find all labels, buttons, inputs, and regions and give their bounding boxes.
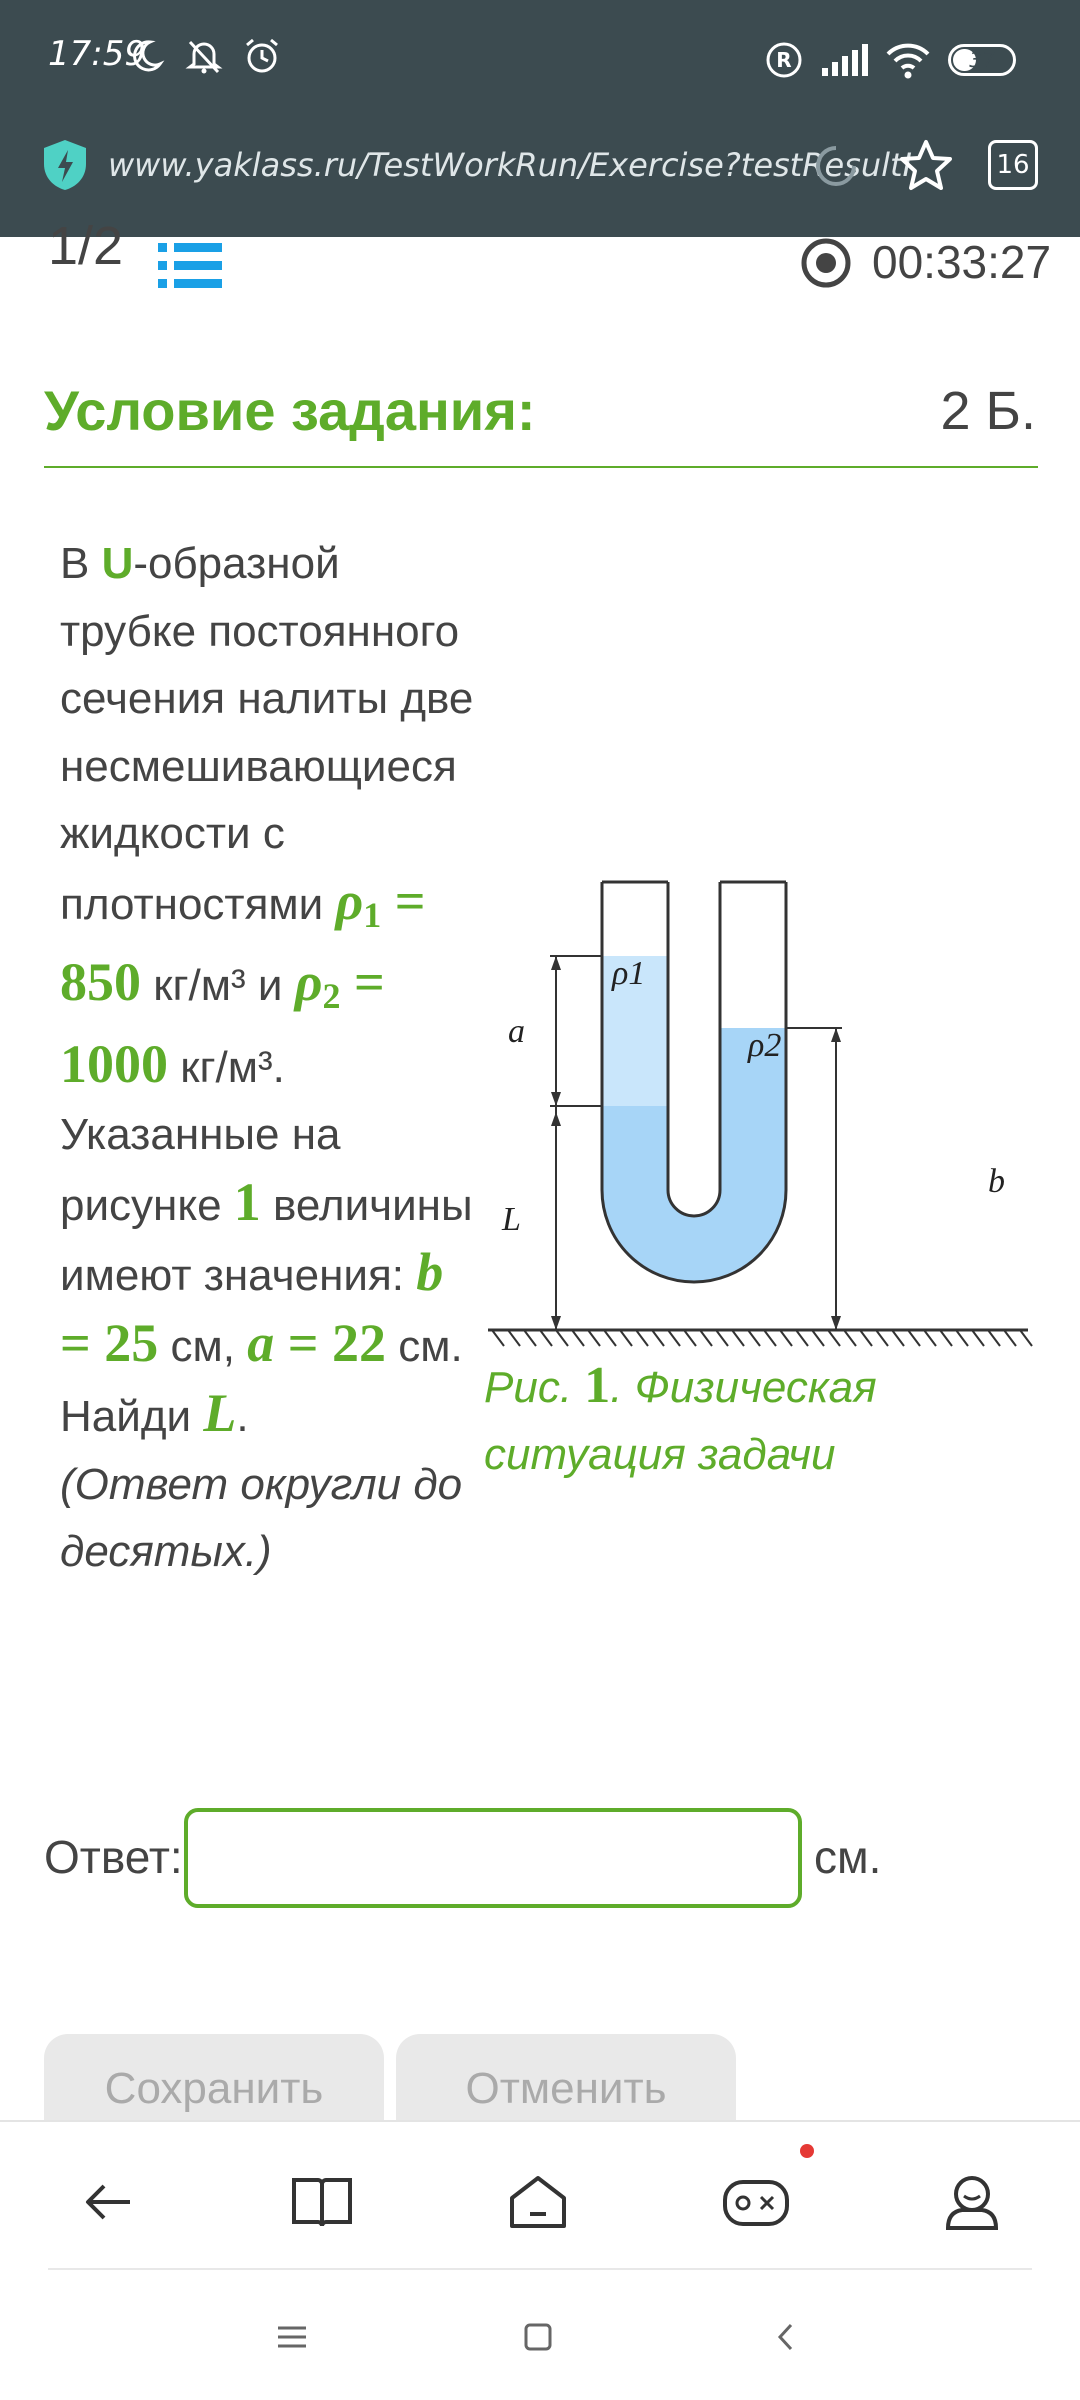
moon-icon — [124, 34, 168, 78]
u-letter: U — [101, 539, 134, 588]
rho1-formula: $\rho_1 = 850$ — [60, 870, 426, 1012]
bookmark-star-icon[interactable] — [896, 136, 956, 196]
a-formula: a = 22 — [247, 1312, 386, 1373]
test-header — [0, 216, 1080, 297]
hatch-line — [908, 1330, 920, 1346]
hatch-line — [972, 1330, 984, 1346]
status-time: 17:59 — [48, 34, 146, 74]
answer-label: Ответ: — [44, 1831, 183, 1883]
hatch-line — [492, 1330, 504, 1346]
rounding-note: (Ответ округли до десятых.) — [60, 1459, 463, 1576]
hatch-line — [780, 1330, 792, 1346]
hatch-line — [732, 1330, 744, 1346]
svg-text:R: R — [776, 48, 792, 72]
hatch-line — [940, 1330, 952, 1346]
book-icon[interactable] — [282, 2162, 362, 2242]
question-progress: 1/2 — [48, 216, 124, 276]
cancel-button[interactable]: Отменить — [396, 2034, 736, 2144]
label-a: a — [508, 1013, 525, 1050]
url-bar[interactable] — [0, 118, 1080, 218]
hatch-line — [844, 1330, 856, 1346]
shield-icon[interactable] — [40, 138, 90, 192]
hatch-line — [540, 1330, 552, 1346]
u-tube-diagram — [480, 860, 1040, 1360]
tube-inner — [668, 882, 720, 1216]
bottom-navigation — [0, 2120, 1080, 2270]
figure-caption — [484, 1352, 954, 1488]
hatch-line — [572, 1330, 584, 1346]
gamepad-icon[interactable] — [716, 2162, 796, 2242]
b-formula: b = 25 — [60, 1242, 444, 1373]
text-part: величины имеют значения: — [60, 1180, 473, 1300]
wifi-icon — [886, 38, 930, 82]
hatch-line — [860, 1330, 872, 1346]
hatch-line — [508, 1330, 520, 1346]
timer-text: 00:33:27 — [872, 236, 1052, 288]
text-part: -образной трубке постоянного сечения налиты две несмешивающиеся жидкости с плотностями — [60, 539, 474, 929]
question-list-icon[interactable] — [158, 243, 222, 289]
signal-icon — [824, 38, 868, 82]
url-text[interactable]: www.yaklass.ru/TestWorkRun/Exercise?testResultI — [108, 146, 912, 184]
hatch-line — [892, 1330, 904, 1346]
hatch-line — [588, 1330, 600, 1346]
u-tube-figure — [480, 860, 1040, 1360]
text-part: см, — [158, 1321, 248, 1371]
hatch-line — [1004, 1330, 1016, 1346]
task-points: 2 Б. — [940, 381, 1036, 441]
hatch-line — [828, 1330, 840, 1346]
alarm-icon — [240, 34, 284, 78]
hatch-line — [748, 1330, 760, 1346]
hatch-line — [988, 1330, 1000, 1346]
save-button[interactable]: Сохранить — [44, 2034, 384, 2144]
hatch-line — [796, 1330, 808, 1346]
hatch-line — [956, 1330, 968, 1346]
figure-number: 1 — [233, 1171, 261, 1232]
system-back-icon[interactable] — [756, 2312, 816, 2362]
hatch-line — [620, 1330, 632, 1346]
text-part: кг/м³ и — [141, 961, 295, 1010]
hatch-line — [636, 1330, 648, 1346]
answer-input[interactable] — [184, 1808, 802, 1908]
loading-icon[interactable] — [808, 138, 864, 194]
tabs-count-button[interactable]: 16 — [988, 140, 1038, 190]
hatch-line — [684, 1330, 696, 1346]
answer-unit: см. — [814, 1831, 882, 1883]
status-icons-left — [124, 34, 284, 78]
system-navigation — [0, 2272, 1080, 2400]
caption-number: 1 — [584, 1357, 611, 1414]
caption-text: . Физическая ситуация задачи — [484, 1363, 877, 1479]
hatch-line — [524, 1330, 536, 1346]
section-title: Условие задания: — [44, 379, 536, 442]
menu-icon[interactable] — [262, 2312, 322, 2362]
battery-text: 37 — [969, 48, 995, 72]
browser-chrome — [0, 0, 1080, 237]
title-divider — [44, 466, 1038, 468]
L-variable: L — [203, 1383, 237, 1443]
back-arrow-icon[interactable] — [68, 2162, 148, 2242]
hatch-line — [716, 1330, 728, 1346]
ground-hatching — [492, 1330, 1032, 1346]
text-part: . — [236, 1392, 249, 1441]
text-part: В — [60, 539, 102, 588]
rho2-formula: $\rho_2 = 1000$ — [60, 952, 385, 1094]
nav-divider — [48, 2268, 1032, 2270]
caption-prefix: Рис. — [484, 1363, 585, 1412]
profile-icon[interactable] — [932, 2162, 1012, 2242]
home-icon[interactable] — [498, 2162, 578, 2242]
hatch-line — [924, 1330, 936, 1346]
status-bar — [0, 0, 1080, 110]
text-part: см. Найди — [60, 1321, 463, 1441]
hatch-line — [652, 1330, 664, 1346]
timer-icon — [800, 237, 852, 289]
label-L: L — [502, 1201, 521, 1238]
label-rho1: ρ1 — [612, 955, 646, 992]
hatch-line — [700, 1330, 712, 1346]
bell-off-icon — [182, 34, 226, 78]
problem-text — [60, 530, 480, 1586]
status-icons-right — [762, 38, 1016, 82]
hatch-line — [876, 1330, 888, 1346]
registered-icon — [762, 38, 806, 82]
square-home-icon[interactable] — [508, 2312, 568, 2362]
label-b: b — [988, 1163, 1005, 1200]
hatch-line — [556, 1330, 568, 1346]
hatch-line — [1020, 1330, 1032, 1346]
hatch-line — [668, 1330, 680, 1346]
label-rho2: ρ2 — [748, 1027, 782, 1064]
hatch-line — [812, 1330, 824, 1346]
hatch-line — [764, 1330, 776, 1346]
notification-dot — [800, 2144, 814, 2158]
text-part: кг/м³. Указанные на рисунке — [60, 1042, 341, 1230]
battery-indicator — [948, 44, 1016, 76]
hatch-line — [604, 1330, 616, 1346]
